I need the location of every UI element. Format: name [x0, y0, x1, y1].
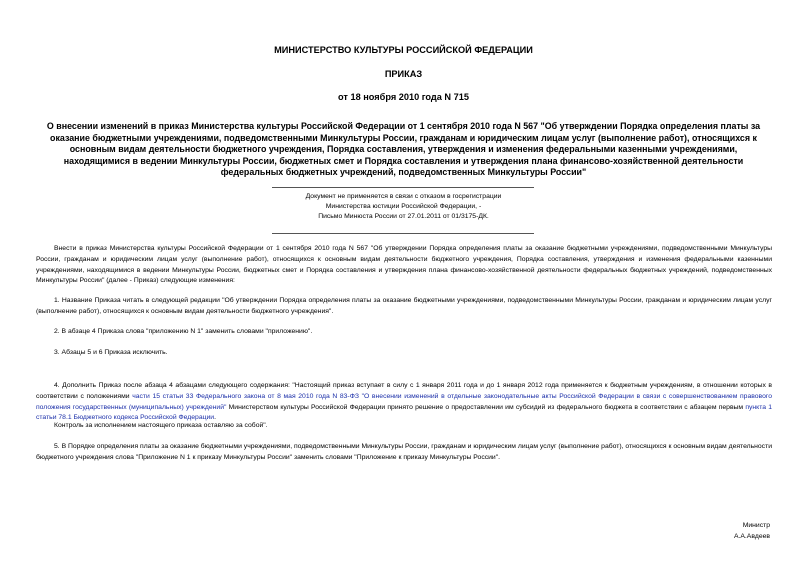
- item-5-text: 5. В Порядке определения платы за оказание бюджетными учреждениями, подведомственными Минкультуры России, гражданам и юридическим лицам услуг (выполнение работ), относящихся к основным видам деятельности бюджетного учреждения слова "Приложение N 1 к приказу Минкультуры России" заменить словами "Приложение к приказу Минкультуры России".: [36, 443, 772, 461]
- item-3-paragraph: [36, 348, 772, 359]
- signatory-name: А.А.Авдеев: [733, 533, 770, 540]
- item-4-text: [36, 381, 772, 424]
- notice-line-1: Документ не применяется в связи с отказом в госрегистрации: [305, 193, 502, 200]
- budget-code-link[interactable]: пункта 1 статьи 78.1 Бюджетного кодекса Российской Федерации: [36, 403, 772, 422]
- item-1-text: 1. Название Приказа читать в следующей редакции "Об утверждении Порядка определения платы за оказание бюджетными учреждениями, подведомственными Минкультуры России, гражданам и юридическим лицам услуг (выполнение работ), относящихся к основным видам деятельности бюджетного учреждения".: [36, 297, 772, 315]
- registration-notice: [240, 192, 567, 223]
- control-paragraph: [36, 421, 772, 432]
- item-4-paragraph: [36, 381, 772, 424]
- notice-top-rule: [272, 187, 534, 188]
- notice-line-2: Министерства юстиции Российской Федерации, -: [325, 203, 482, 211]
- notice-bottom-rule: [272, 233, 534, 234]
- item-4-part-a: 4. Дополнить Приказ после абзаца 4 абзацами следующего содержания: "Настоящий приказ вступает в силу с 1 января 2011 года и до 1 января 2012 года применяется к бюджетным учреждениям, в отношении которых в соответствии с положениями: [36, 382, 772, 400]
- document-type: ПРИКАЗ: [384, 69, 423, 79]
- item-2-paragraph: [36, 327, 772, 338]
- item-2-text: 2. В абзаце 4 Приказа слова "приложению N 1" заменить словами "приложению".: [54, 328, 313, 335]
- document-title: О внесении изменений в приказ Министерства культуры Российской Федерации от 1 сентября 2010 года N 567 "Об утверждении Порядка определения платы за оказание бюджетными учреждениями, подведомственными Минкультуры России, гражданам и юридическим лицам услуг (выполнение работ), относящихся к основным видам деятельности бюджетного учреждения, Порядка составления, утверждения и изменения федеральными казенными учреждениями, находящимися в ведении Минкультуры России, бюджетных смет и Порядка составления и утверждения плана финансово-хозяйственной деятельности федеральных бюджетных учреждений, подведомственных Минкультуры России": [46, 121, 761, 178]
- intro-text: Внести в приказ Министерства культуры Российской Федерации от 1 сентября 2010 года N 567 "Об утверждении Порядка определения платы за оказание бюджетными учреждениями, подведомственными Минкультуры России, гражданам и юридическим лицам услуг (выполнение работ), относящихся к основным видам деятельности бюджетного учреждения, Порядка составления, утверждения и изменения федеральными казенными учреждениями, находящимися в ведении Минкультуры России, бюджетных смет и Порядка составления и утверждения плана финансово-хозяйственной деятельности федеральных бюджетных учреждений, подведомственных Минкультуры России" (далее - Приказ) следующие изменения:: [36, 245, 772, 285]
- federal-law-link[interactable]: части 15 статьи 33 Федерального закона от 8 мая 2010 года N 83-ФЗ "О внесении изменений в отдельные законодательные акты Российской Федерации в связи с совершенствованием правового положения государственных (муниципальных) учреждений": [36, 392, 772, 411]
- ministry-name: МИНИСТЕРСТВО КУЛЬТУРЫ РОССИЙСКОЙ ФЕДЕРАЦИИ: [274, 45, 533, 55]
- document-date: от 18 ноября 2010 года N 715: [338, 92, 469, 102]
- item-1-paragraph: [36, 296, 772, 318]
- signatory-position: Министр: [742, 522, 770, 529]
- item-4-part-b: Министерством культуры Российской Федерации принято решение о предоставлении им субсидий из федерального бюджета в соответствии с абзацем первым: [226, 403, 746, 411]
- item-3-text: 3. Абзацы 5 и 6 Приказа исключить.: [54, 349, 168, 356]
- control-text: Контроль за исполнением настоящего приказа оставляю за собой".: [54, 422, 268, 429]
- item-5-paragraph: [36, 442, 772, 464]
- item-4-part-c: .: [214, 414, 216, 422]
- intro-paragraph: [36, 244, 772, 287]
- notice-line-3: Письмо Минюста России от 27.01.2011 от 01/3175-ДК.: [318, 213, 489, 221]
